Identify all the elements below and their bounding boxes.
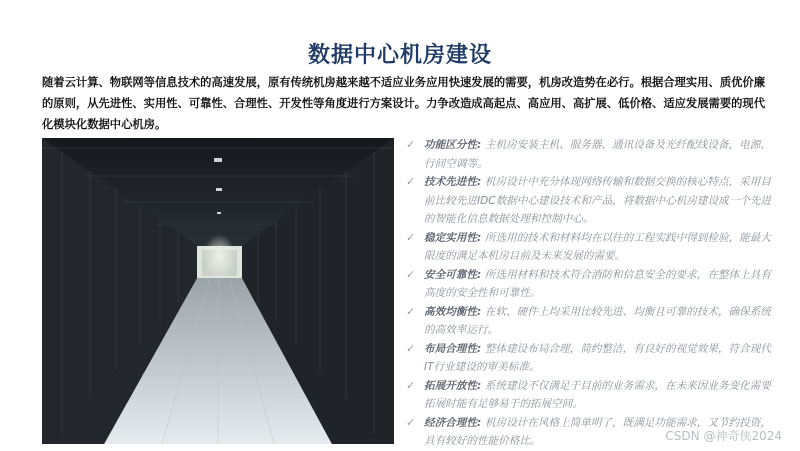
item-label: 布局合理性 bbox=[424, 342, 477, 355]
check-icon: ✓ bbox=[406, 415, 416, 429]
item-text: 整体建设布局合理，简约整洁，有良好的视觉效果，符合现代IT行业建设的审美标准。 bbox=[424, 342, 771, 373]
item-label: 安全可靠性 bbox=[424, 268, 477, 281]
list-item: ✓ 拓展开放性: 系统建设不仅满足于目前的业务需求，在未来因业务变化需要拓展时能有足够易于的拓展空间。 bbox=[406, 378, 771, 410]
item-label: 经济合理性 bbox=[424, 416, 477, 429]
intro-paragraph: 随着云计算、物联网等信息技术的高速发展，原有传统机房越来越不适应业务应用快速发展的需要，机房改造势在必行。根据合理实用、质优价廉的原则，从先进性、实用性、可靠性、合理性、开发性等角度进行方案设计。力争改造成高起点、高应用、高扩展、低价格、适应发展需要的现代化模块化数据中心机房。 bbox=[42, 76, 766, 131]
item-text: 机房设计中充分体现网络传输和数据交换的核心特点，采用目前比较先进IDC数据中心建设技术和产品，将数据中心机房建设成一个先进的智能化信息数据处理和控制中心。 bbox=[424, 176, 772, 225]
item-label: 高效均衡性 bbox=[424, 305, 477, 318]
check-icon: ✓ bbox=[406, 230, 416, 244]
item-text: 所选用的技术和材料均在以往的工程实践中得到检验，能最大限度的满足本机房目前及未来发展的需要。 bbox=[424, 231, 771, 262]
item-text: 所选用材料和技术符合消防和信息安全的要求，在整体上具有高度的安全性和可靠性。 bbox=[424, 268, 771, 299]
page-title: 数据中心机房建设 bbox=[307, 43, 492, 68]
item-label: 稳定实用性 bbox=[424, 231, 477, 244]
list-item: ✓ 布局合理性: 整体建设布局合理，简约整洁，有良好的视觉效果，符合现代IT行业建设的审美标准。 bbox=[406, 341, 771, 373]
item-label: 技术先进性 bbox=[424, 176, 477, 188]
check-icon: ✓ bbox=[406, 267, 416, 281]
item-label: 拓展开放性 bbox=[424, 379, 477, 392]
item-text: 在软、硬件上均采用比较先进、均衡且可靠的技术，确保系统的高效率运行。 bbox=[424, 305, 771, 336]
check-icon: ✓ bbox=[406, 175, 416, 188]
item-text: 系统建设不仅满足于目前的业务需求，在未来因业务变化需要拓展时能有足够易于的拓展空间。 bbox=[424, 379, 771, 410]
list-item: ✓ 高效均衡性: 在软、硬件上均采用比较先进、均衡且可靠的技术，确保系统的高效率运行。 bbox=[406, 304, 771, 336]
watermark: CSDN @神奇侠2024 bbox=[665, 429, 782, 443]
list-item: ✓ 稳定实用性: 所选用的技术和材料均在以往的工程实践中得到检验，能最大限度的满足本机房目前及未来发展的需要。 bbox=[406, 230, 771, 262]
list-item: ✓ 功能区分性: 主机房安装主机、服务器、通讯设备及光纤配线设备，电源、行间空调等。 bbox=[406, 138, 771, 170]
list-item: ✓ 技术先进性: 机房设计中充分体现网络传输和数据交换的核心特点，采用目前比较先进IDC数据中心建设技术和产品，将数据中心机房建设成一个先进的智能化信息数据处理和控制中心。 bbox=[406, 175, 772, 225]
list-item: ✓ 安全可靠性: 所选用材料和技术符合消防和信息安全的要求，在整体上具有高度的安全性和可靠性。 bbox=[406, 267, 771, 299]
item-text: 机房设计在风格上简单明了，既满足功能需求，又节约投资，具有较好的性能价格比。 bbox=[424, 416, 771, 447]
server-room-illustration bbox=[42, 138, 394, 444]
server-room-photo bbox=[42, 138, 394, 444]
check-icon: ✓ bbox=[406, 138, 416, 151]
feature-list bbox=[404, 136, 774, 451]
list-item: ✓ 经济合理性: 机房设计在风格上简单明了，既满足功能需求，又节约投资，具有较好的性能价格比。 bbox=[406, 415, 771, 447]
item-text: 主机房安装主机、服务器、通讯设备及光纤配线设备，电源、行间空调等。 bbox=[424, 139, 771, 170]
item-label: 功能区分性 bbox=[424, 139, 477, 151]
check-icon: ✓ bbox=[406, 341, 416, 355]
check-icon: ✓ bbox=[406, 378, 416, 392]
check-icon: ✓ bbox=[406, 304, 416, 318]
